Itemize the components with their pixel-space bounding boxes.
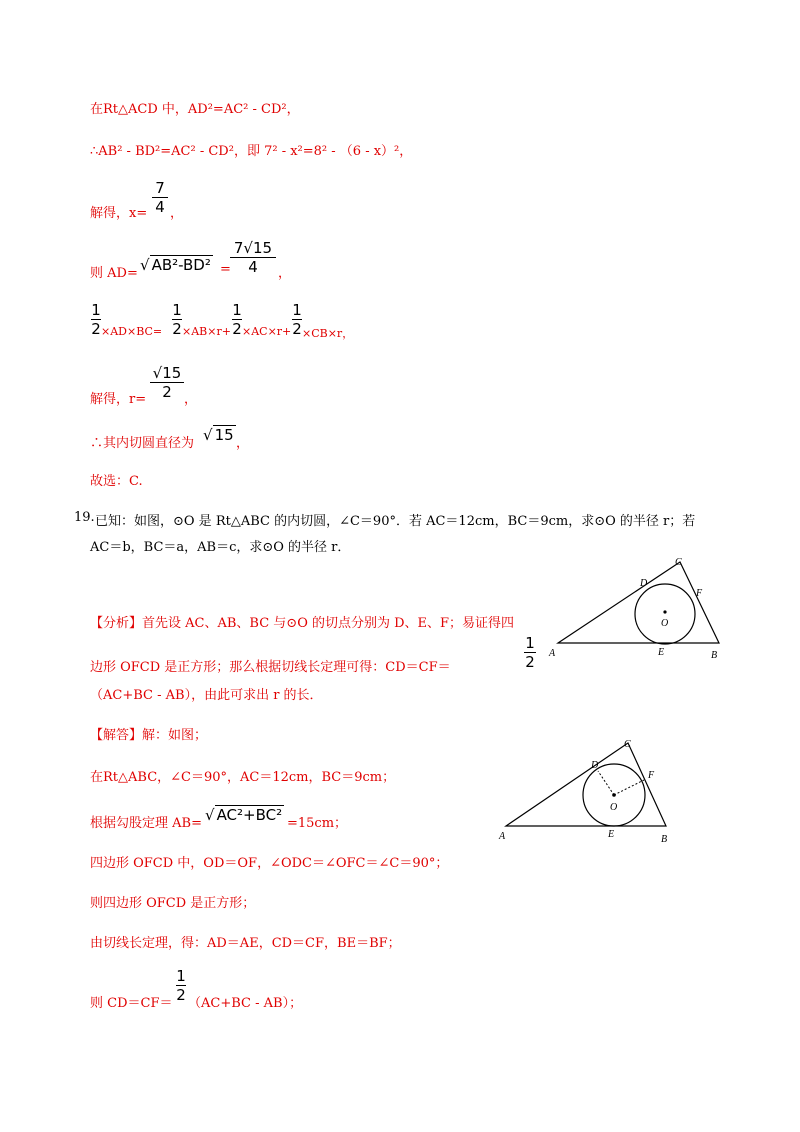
fraction-half-2: 1 2: [172, 301, 182, 338]
answer-line-2: 根据勾股定理 AB=: [90, 816, 202, 831]
fraction-ad-numerator: 7√15: [233, 239, 273, 257]
answer-line-4: 则四边形 OFCD 是正方形；: [90, 896, 256, 911]
answer-line-3: 四边形 OFCD 中，OD＝OF，∠ODC＝∠OFC＝∠C＝90°；: [90, 856, 449, 871]
answer-line-intro: 【解答】解：如图；: [90, 728, 208, 743]
solution-line-3: 解得，x=: [90, 206, 148, 221]
solution-line-6: 解得，r=: [90, 392, 147, 407]
answer-line-6-suffix: （AC+BC - AB）；: [188, 996, 303, 1011]
radius-od: [598, 771, 614, 795]
fraction-analysis-half: 1 2: [525, 634, 535, 671]
fraction-half-1: 1 2: [91, 301, 101, 338]
fraction-r-denominator: 2: [162, 383, 172, 401]
answer-tag: 【解答】: [90, 728, 143, 743]
label-f-2: F: [648, 770, 655, 781]
label-a: A: [549, 648, 556, 659]
analysis-line-1: 【分析】首先设 AC、AB、BC 与⊙O 的切点分别为 D、E、F；易证得四: [90, 616, 515, 631]
fraction-half-3: 1 2: [232, 301, 242, 338]
incircle: [635, 584, 695, 644]
center-point: [663, 610, 666, 613]
question-number: 19.: [74, 510, 95, 525]
triangle-abc: [558, 562, 719, 643]
label-b: B: [711, 650, 718, 661]
label-o: O: [661, 618, 669, 629]
sqrt-ab: √ AC²+BC²: [205, 806, 283, 824]
answer-line-5: 由切线长定理，得：AD＝AE，CD＝CF，BE＝BF；: [90, 936, 401, 951]
area-term-4: ×CB×r，: [302, 327, 354, 340]
fraction-half-4: 1 2: [292, 301, 302, 338]
analysis-tag: 【分析】: [90, 616, 143, 631]
fraction-x-numerator: 7: [155, 179, 165, 197]
label-b-2: B: [661, 834, 668, 845]
sqrt-ad: √ AB²-BD²: [140, 256, 211, 274]
label-o-2: O: [610, 802, 618, 813]
sqrt-ad-radicand: AB²-BD²: [151, 256, 211, 274]
solution-line-8: 故选：C.: [90, 474, 143, 489]
answer-line-2-suffix: =15cm；: [287, 816, 348, 831]
fraction-answer-half: 1 2: [176, 967, 186, 1004]
radius-of: [614, 780, 644, 795]
analysis-line-2: 边形 OFCD 是正方形；那么根据切线长定理可得：CD＝CF＝: [90, 660, 451, 675]
fraction-ad: [230, 240, 276, 275]
label-d-2: D: [591, 760, 599, 771]
solution-line-2: ∴AB² - BD²=AC² - CD²，即 7² - x²=8² - （6 - x）²，: [90, 144, 413, 159]
solution-line-7: ∴其内切圆直径为: [90, 436, 195, 451]
label-c-2: C: [624, 739, 631, 750]
solution-line-1: 在Rt△ACD 中，AD²=AC² - CD²，: [90, 102, 300, 117]
center-point-2: [612, 793, 616, 797]
solution-line-4: 则 AD=: [90, 266, 138, 281]
label-e-2: E: [608, 829, 615, 840]
area-term-2: ×AB×r+: [182, 325, 231, 338]
analysis-line-3: （AC+BC - AB），由此可求出 r 的长．: [90, 688, 323, 703]
fraction-x-denominator: 4: [155, 198, 165, 216]
area-term-3: ×AC×r+: [242, 325, 292, 338]
fraction-r: [150, 365, 184, 400]
fraction-ad-denominator: 4: [248, 258, 258, 276]
question-text-1: 已知：如图，⊙O 是 Rt△ABC 的内切圆，∠C＝90°．若 AC＝12cm，BC＝9cm，求⊙O 的半径 r；若: [95, 514, 696, 529]
answer-line-6: 则 CD＝CF＝: [90, 996, 173, 1011]
figure-1-incircle: [544, 552, 730, 664]
label-c: C: [675, 557, 682, 568]
question-text-2: AC＝b，BC＝a，AB＝c，求⊙O 的半径 r．: [90, 540, 351, 555]
fraction-r-numerator: √15: [152, 364, 182, 382]
label-e: E: [658, 647, 665, 658]
sqrt-diameter: √ 15: [203, 426, 234, 444]
figure-2-incircle: [494, 735, 684, 847]
triangle-abc-2: [506, 743, 666, 826]
label-d: D: [640, 578, 648, 589]
label-f: F: [696, 588, 703, 599]
label-a-2: A: [499, 831, 506, 842]
fraction-x: [152, 180, 168, 215]
area-term-1: ×AD×BC=: [101, 325, 163, 338]
answer-line-1: 在Rt△ABC，∠C＝90°，AC＝12cm，BC＝9cm；: [90, 770, 396, 785]
